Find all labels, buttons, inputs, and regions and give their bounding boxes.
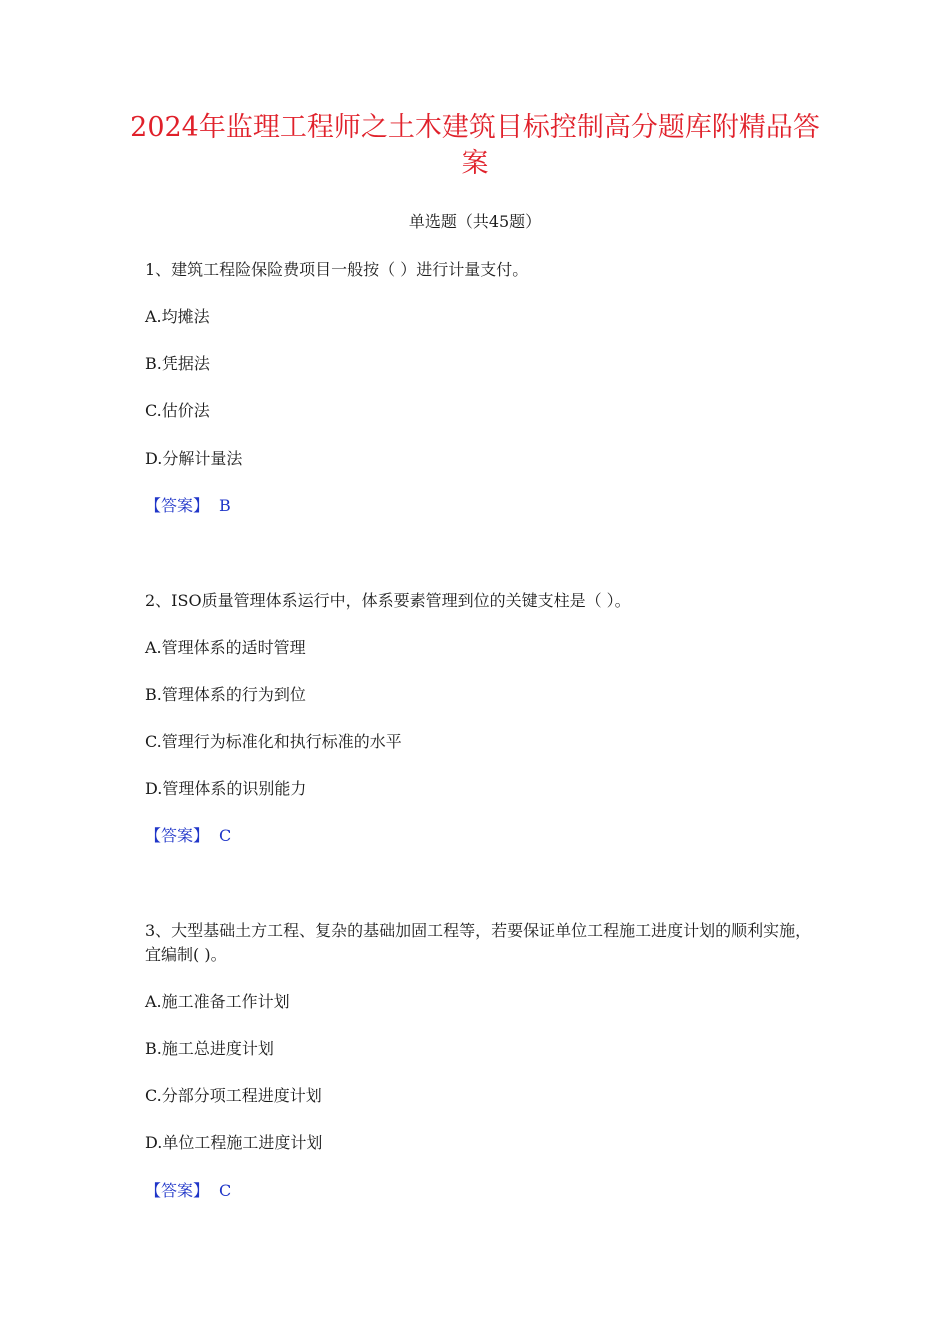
option-b: B.管理体系的行为到位 bbox=[145, 685, 306, 704]
answer-line bbox=[145, 494, 231, 518]
document-title: 2024年监理工程师之土木建筑目标控制高分题库附精品答案 bbox=[130, 112, 820, 179]
option-c: C.管理行为标准化和执行标准的水平 bbox=[145, 732, 402, 751]
answer-value: B bbox=[219, 496, 231, 515]
option-a: A.管理体系的适时管理 bbox=[145, 638, 306, 657]
answer-label: 【答案】 bbox=[145, 826, 210, 845]
option-b: B.施工总进度计划 bbox=[145, 1039, 274, 1058]
option-a: A.施工准备工作计划 bbox=[145, 992, 290, 1011]
question-stem: 1、建筑工程险保险费项目一般按（ ）进行计量支付。 bbox=[145, 260, 529, 279]
option-a: A.均摊法 bbox=[145, 307, 210, 326]
answer-line bbox=[145, 824, 231, 848]
option-d: D.单位工程施工进度计划 bbox=[145, 1133, 323, 1152]
question-stem: 2、ISO质量管理体系运行中，体系要素管理到位的关键支柱是（ ）。 bbox=[145, 591, 631, 610]
answer-label: 【答案】 bbox=[145, 496, 210, 515]
answer-line bbox=[145, 1179, 231, 1203]
option-c: C.分部分项工程进度计划 bbox=[145, 1086, 322, 1105]
option-d: D.分解计量法 bbox=[145, 449, 243, 468]
option-d: D.管理体系的识别能力 bbox=[145, 779, 307, 798]
section-heading: 单选题（共45题） bbox=[408, 212, 542, 231]
option-b: B.凭据法 bbox=[145, 354, 210, 373]
answer-value: C bbox=[219, 826, 232, 845]
option-c: C.估价法 bbox=[145, 401, 210, 420]
answer-label: 【答案】 bbox=[145, 1181, 210, 1200]
answer-value: C bbox=[219, 1181, 232, 1200]
question-stem: 3、大型基础土方工程、复杂的基础加固工程等，若要保证单位工程施工进度计划的顺利实施，宜编制( )。 bbox=[145, 921, 812, 964]
